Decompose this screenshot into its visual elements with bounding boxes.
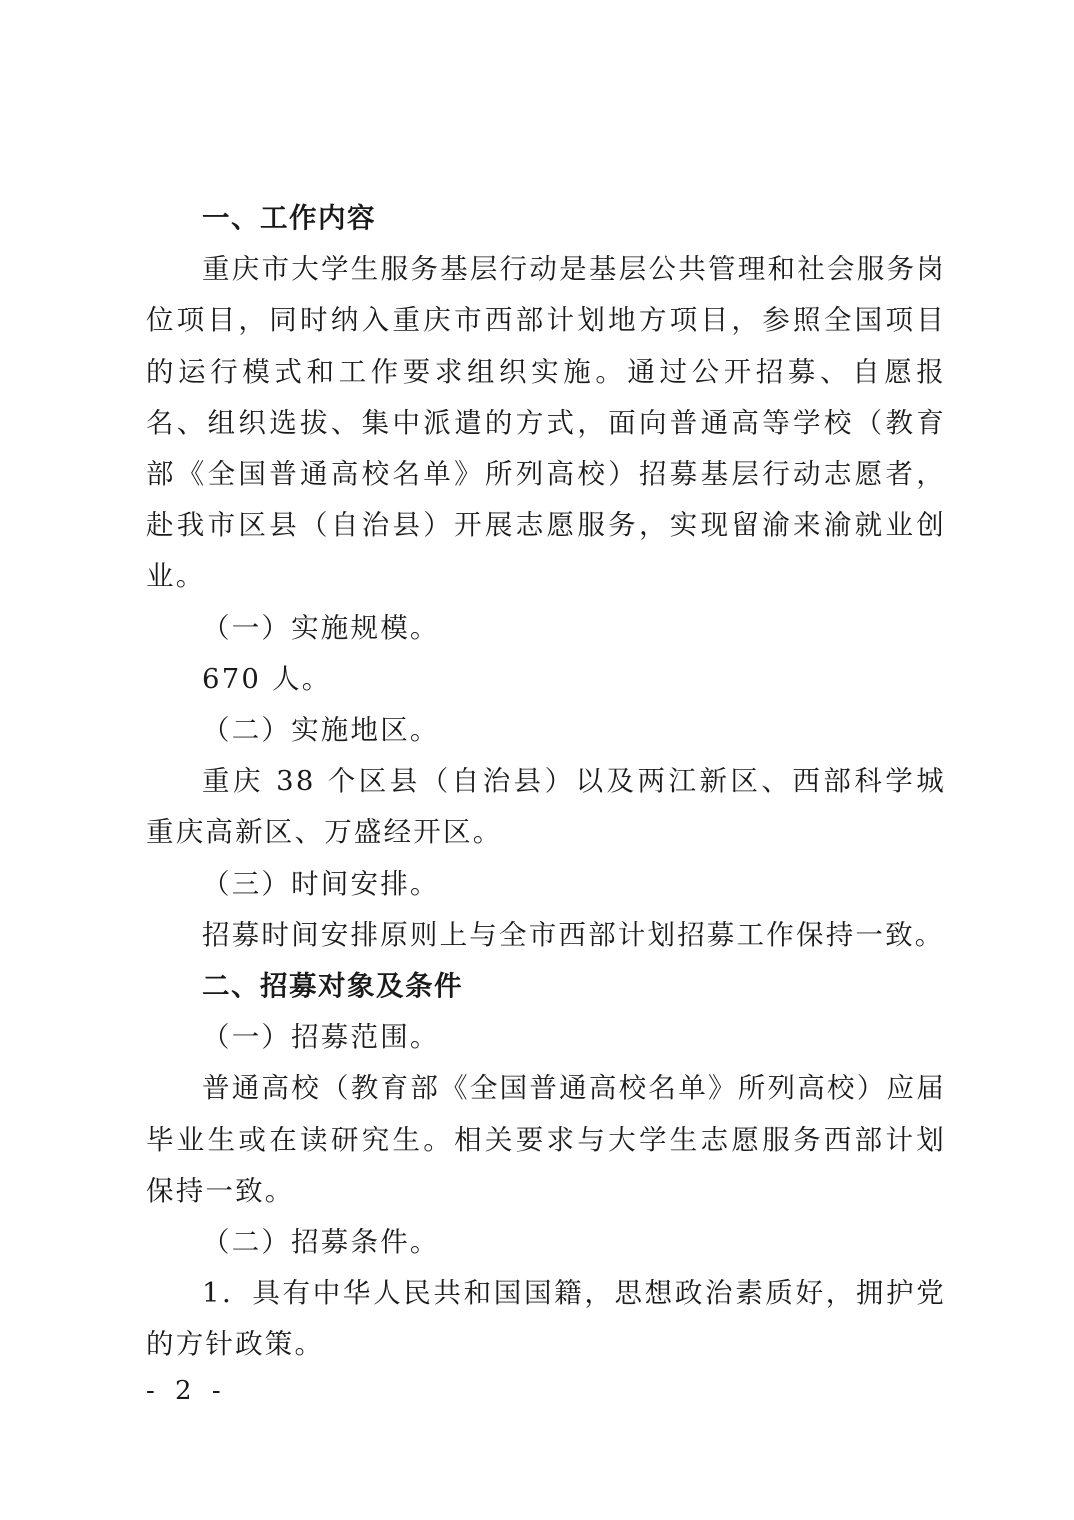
subheading-recruitment-conditions: （二）招募条件。: [202, 1226, 440, 1259]
paragraph-condition-1: 1．具有中华人民共和国国籍，思想政治素质好，拥护党的方针政策。: [146, 1277, 946, 1361]
document-body: [146, 193, 946, 1371]
paragraph-program-overview: 重庆市大学生服务基层行动是基层公共管理和社会服务岗位项目，同时纳入重庆市西部计划地方项目，参照全国项目的运行模式和工作要求组织实施。通过公开招募、自愿报名、组织选拔、集中派遣的方式，面向普通高等学校（教育部《全国普通高校名单》所列高校）招募基层行动志愿者，赴我市区县（自治县）开展志愿服务，实现留渝来渝就业创业。: [146, 253, 946, 593]
subheading-region: （二）实施地区。: [202, 714, 440, 747]
paragraph-recruitment-scope: 普通高校（教育部《全国普通高校名单》所列高校）应届毕业生或在读研究生。相关要求与大学生志愿服务西部计划保持一致。: [146, 1072, 946, 1207]
paragraph-scale-value: 670 人。: [202, 662, 332, 695]
paragraph-region-value: 重庆 38 个区县（自治县）以及两江新区、西部科学城重庆高新区、万盛经开区。: [146, 765, 946, 849]
subheading-recruitment-scope: （一）招募范围。: [202, 1021, 440, 1054]
section-heading-recruitment: 二、招募对象及条件: [202, 970, 463, 1003]
paragraph-schedule-value: 招募时间安排原则上与全市西部计划招募工作保持一致。: [202, 918, 945, 951]
subheading-schedule: （三）时间安排。: [202, 867, 440, 900]
page-number: - 2 -: [146, 1376, 227, 1406]
subheading-scale: （一）实施规模。: [202, 611, 440, 644]
section-heading-work-content: 一、工作内容: [202, 202, 376, 234]
